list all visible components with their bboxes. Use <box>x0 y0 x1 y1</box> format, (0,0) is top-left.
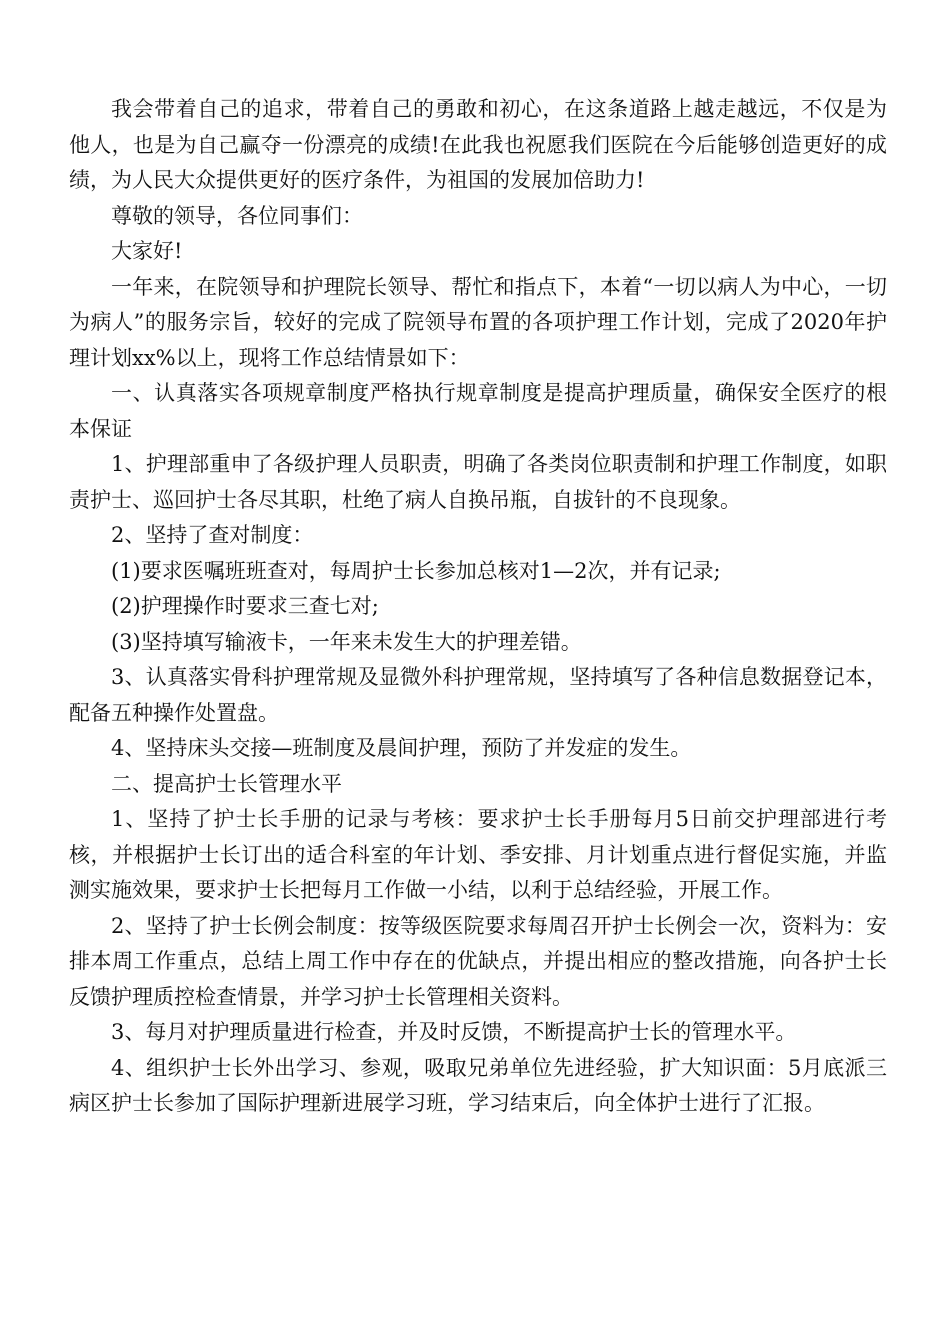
paragraph-item: 1、坚持了护士长手册的记录与考核：要求护士长手册每月5日前交护理部进行考核，并根据护士长订出的适合科室的年计划、季安排、月计划重点进行督促实施，并监测实施效果，要求护士长把每月工作做一小结，以利于总结经验，开展工作。 <box>69 807 887 902</box>
paragraph-item: 3、每月对护理质量进行检查，并及时反馈，不断提高护士长的管理水平。 <box>111 1020 797 1044</box>
paragraph-item: 4、组织护士长外出学习、参观，吸取兄弟单位先进经验，扩大知识面：5月底派三病区护士长参加了国际护理新进展学习班，学习结束后，向全体护士进行了汇报。 <box>69 1055 887 1115</box>
paragraph-item: 3、认真落实骨科护理常规及显微外科护理常规，坚持填写了各种信息数据登记本，配备五种操作处置盘。 <box>69 665 887 725</box>
document-page <box>69 92 887 1122</box>
paragraph-item: 1、护理部重申了各级护理人员职责，明确了各类岗位职责制和护理工作制度，如职责护士、巡回护士各尽其职，杜绝了病人自换吊瓶，自拔针的不良现象。 <box>69 452 887 512</box>
paragraph-subitem: (3)坚持填写输液卡，一年来未发生大的护理差错。 <box>111 629 582 654</box>
paragraph-item: 4、坚持床头交接—班制度及晨间护理，预防了并发症的发生。 <box>111 736 692 760</box>
paragraph-item: 2、坚持了查对制度： <box>111 523 314 547</box>
paragraph-intro: 一年来，在院领导和护理院长领导、帮忙和指点下，本着“一切以病人为中心，一切为病人”的服务宗旨，较好的完成了院领导布置的各项护理工作计划，完成了2020年护理计划xx%以上，现将工作总结情景如下： <box>69 274 887 370</box>
section-heading-1: 一、认真落实各项规章制度严格执行规章制度是提高护理质量，确保安全医疗的根本保证 <box>69 381 887 441</box>
paragraph-salutation: 尊敬的领导，各位同事们： <box>111 203 363 228</box>
paragraph-subitem: (2)护理操作时要求三查七对; <box>111 594 379 618</box>
section-heading-2: 二、提高护士长管理水平 <box>111 771 342 796</box>
paragraph-subitem: (1)要求医嘱班班查对，每周护士长参加总核对1—2次，并有记录; <box>111 558 721 583</box>
paragraph-item: 2、坚持了护士长例会制度：按等级医院要求每周召开护士长例会一次，资料为：安排本周工作重点，总结上周工作中存在的优缺点，并提出相应的整改措施，向各护士长反馈护理质控检查情景，并学习护士长管理相关资料。 <box>69 913 887 1009</box>
paragraph-greeting: 大家好! <box>111 239 183 263</box>
paragraph-closing-remarks: 我会带着自己的追求，带着自己的勇敢和初心，在这条道路上越走越远，不仅是为他人，也是为自己赢夺一份漂亮的成绩!在此我也祝愿我们医院在今后能够创造更好的成绩，为人民大众提供更好的医疗条件，为祖国的发展加倍助力! <box>69 97 887 192</box>
